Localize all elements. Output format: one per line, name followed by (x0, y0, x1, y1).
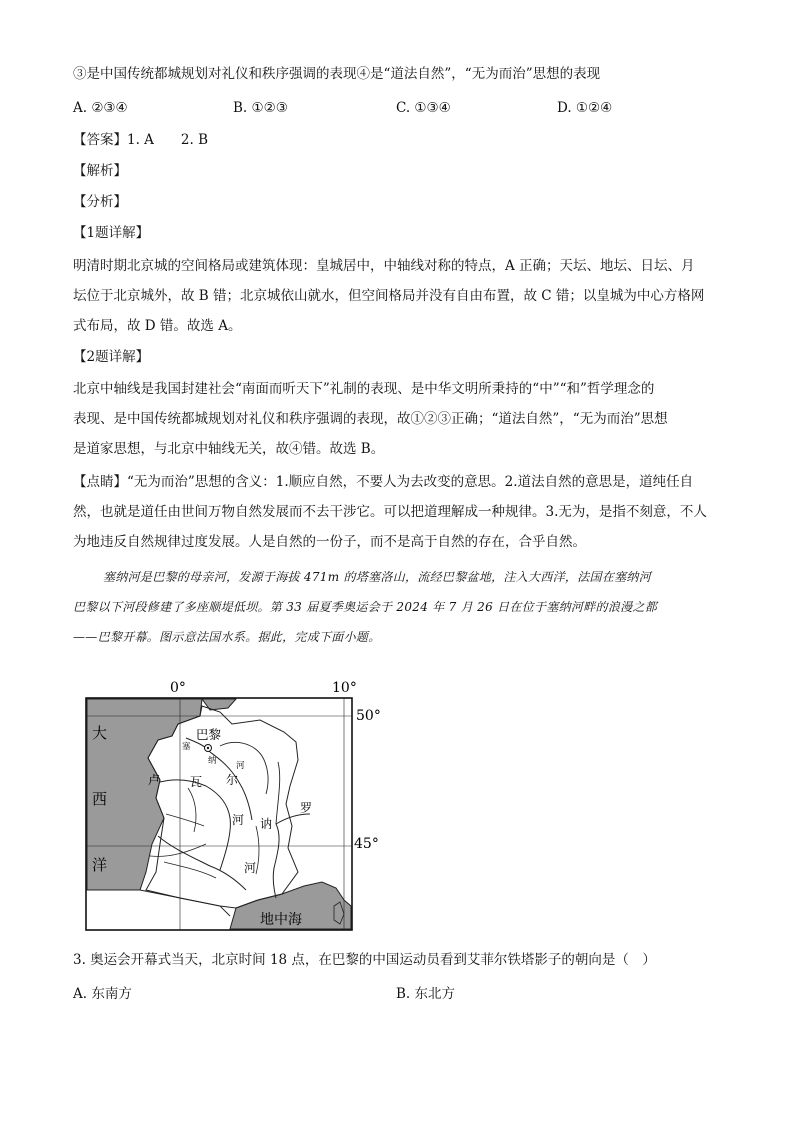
atlantic-label-3: 洋 (92, 856, 108, 874)
rhone-label-3: 河 (244, 861, 257, 875)
tip-line-3: 为地违反自然规律过度发展。人是自然的一份子，而不是高于自然的存在，合乎自然。 (73, 534, 586, 550)
rhone-label-1: 罗 (300, 801, 313, 815)
q2-detail-line-2: 表现、是中国传统都城规划对礼仪和秩序强调的表现，故①②③正确；“道法自然”，“无为而治”思想 (73, 411, 668, 427)
paris-marker-dot (207, 747, 209, 749)
q2-detail-heading: 【2题详解】 (73, 349, 150, 365)
seine-label-3: 河 (236, 761, 245, 771)
atlantic-label-2: 西 (92, 790, 108, 808)
q2-option-a: A. ②③④ (73, 100, 128, 116)
loire-label-1: 卢 (148, 773, 161, 787)
atlantic-label-1: 大 (92, 724, 108, 742)
material-intro-line-2: 巴黎以下河段修建了多座顺堤低坝。第 33 届夏季奥运会于 2024 年 7 月 26 日在位于塞纳河畔的浪漫之都 (73, 600, 658, 614)
q2-option-c: C. ①③④ (396, 100, 451, 116)
seine-label-2: 纳 (208, 756, 217, 766)
q2-option-d: D. ①②④ (557, 100, 613, 116)
paris-label: 巴黎 (196, 727, 222, 742)
q1-detail-heading: 【1题详解】 (73, 225, 150, 241)
lon-10-label: 10° (332, 680, 357, 696)
fenxi-heading: 【分析】 (73, 194, 127, 210)
lat-50-label: 50° (356, 708, 381, 724)
mediterranean-label: 地中海 (260, 912, 302, 928)
q3-option-b: B. 东北方 (396, 986, 456, 1002)
material-intro-line-1: 塞纳河是巴黎的母亲河，发源于海拔 471m 的塔塞洛山，流经巴黎盆地，注入大西洋，法国在塞纳河 (103, 570, 652, 584)
tip-line-2: 然，也就是道任由世间万物自然发展而不去干涉它。可以把道理解成一种规律。3.无为，是指不刻意，不人 (73, 504, 707, 520)
q2-detail-line-3: 是道家思想，与北京中轴线无关，故④错。故选 B。 (73, 441, 385, 457)
loire-label-3: 尔 (226, 773, 239, 787)
lat-45-label: 45° (354, 836, 379, 852)
loire-label-4: 河 (232, 813, 245, 827)
question-3-stem: 3. 奥运会开幕式当天，北京时间 18 点，在巴黎的中国运动员看到艾菲尔铁塔影子的朝向是（ ） (73, 952, 656, 968)
answer-line: 【答案】1. A 2. B (73, 132, 209, 148)
seine-label-1: 塞 (182, 742, 191, 752)
q1-detail-line-1: 明清时期北京城的空间格局或建筑体现：皇城居中，中轴线对称的特点，A 正确；天坛、地坛、日坛、月 (73, 258, 695, 274)
france-river-map (60, 676, 381, 938)
q2-detail-line-1: 北京中轴线是我国封建社会“南面而听天下”礼制的表现、是中华文明所秉持的“中”“和”哲学理念的 (73, 381, 655, 397)
rhone-label-2: 讷 (260, 817, 273, 831)
material-intro-line-3: ——巴黎开幕。图示意法国水系。据此，完成下面小题。 (73, 630, 381, 644)
lon-0-label: 0° (170, 680, 186, 696)
q2-option-b: B. ①②③ (233, 100, 288, 116)
tip-line-1: 【点睛】“无为而治”思想的含义：1.顺应自然，不要人为去改变的意思。2.道法自然的意思是，道纯任自 (73, 474, 694, 490)
q3-option-a: A. 东南方 (73, 986, 132, 1002)
q1-detail-line-2: 坛位于北京城外，故 B 错；北京城依山就水，但空间格局并没有自由布置，故 C 错；以皇城为中心方格网 (73, 288, 705, 304)
question-2-tail: ③是中国传统都城规划对礼仪和秩序强调的表现④是“道法自然”，“无为而治”思想的表现 (73, 66, 601, 82)
loire-label-2: 瓦 (190, 775, 203, 789)
q1-detail-line-3: 式布局，故 D 错。故选 A。 (73, 318, 242, 334)
analysis-heading: 【解析】 (73, 163, 127, 179)
